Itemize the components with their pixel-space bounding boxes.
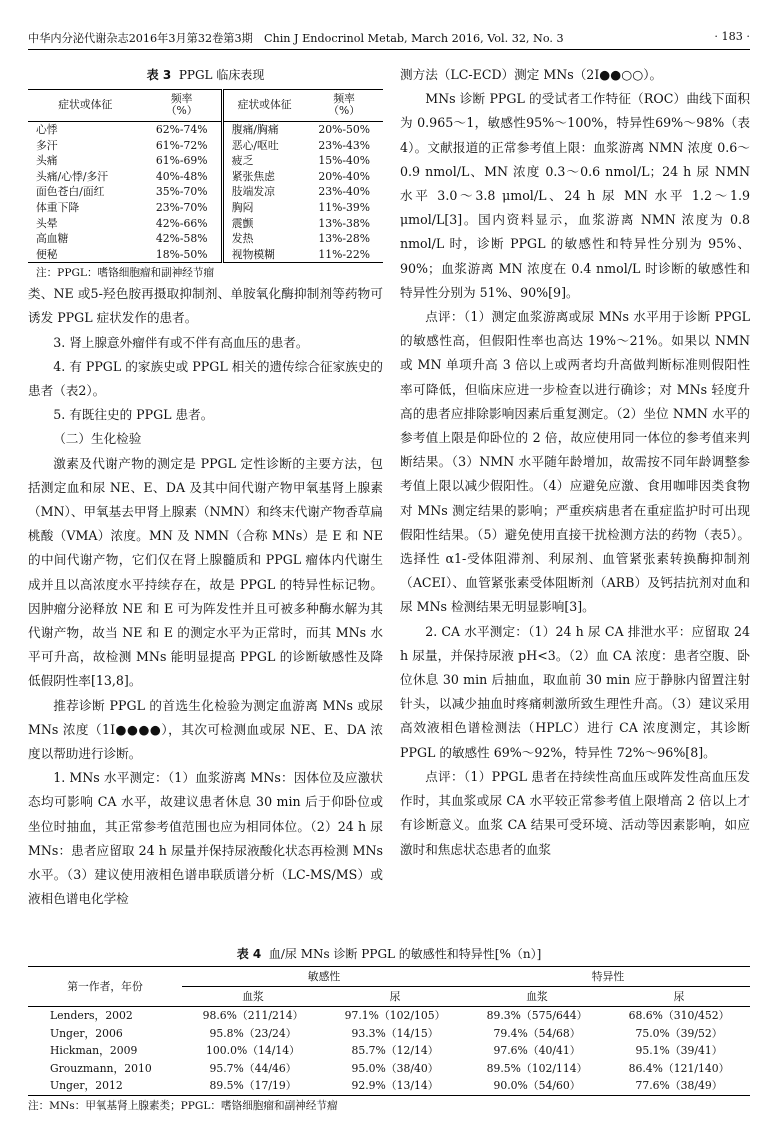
table4-row — [28, 1077, 750, 1095]
table4-value-cell: 97.1%（102/105） — [344, 1009, 446, 1023]
table3-frequency-cell: 13%-38% — [318, 216, 370, 230]
table3-frequency-cell: 62%-74% — [155, 123, 208, 137]
table3-symptom-cell: 体重下降 — [36, 201, 80, 215]
table3-frequency-cell: 20%-50% — [318, 123, 370, 137]
table4-author-cell: Unger，2012 — [50, 1079, 123, 1093]
table3-symptom-cell: 发热 — [222, 231, 305, 247]
paragraph: 点评：（1）PPGL 患者在持续性高血压或阵发性高血压发作时，其血浆或尿 CA 水平较正常参考值上限增高 2 倍以上才有诊断意义。血浆 CA 结果可受环境、活动等因素影响，如应激时和焦虑状态患者的血浆 — [400, 768, 750, 857]
right-column — [400, 63, 750, 862]
table4-row — [28, 1060, 750, 1078]
table4-value-cell: 90.0%（54/60） — [493, 1079, 581, 1093]
table4-value-cell: 68.6%（310/452） — [628, 1009, 730, 1023]
table3-frequency-cell: 42%-58% — [155, 232, 208, 246]
table3-frequency-cell: 61%-69% — [155, 154, 208, 168]
page-number: · 183 · — [714, 30, 750, 43]
table4-author-cell: Grouzmann，2010 — [50, 1061, 152, 1075]
table4-header-urine-2: 尿 — [608, 987, 750, 1007]
table3-frequency-cell: 35%-70% — [155, 185, 208, 199]
table4-value-cell: 95.8%（23/24） — [209, 1026, 297, 1040]
header-rule — [28, 49, 750, 50]
paragraph: 5. 有既往史的 PPGL 患者。 — [53, 407, 214, 423]
table4-header-plasma-2: 血浆 — [466, 987, 608, 1007]
table4-value-cell: 97.6%（40/41） — [493, 1044, 581, 1058]
table3-frequency-cell: 18%-50% — [155, 247, 208, 261]
table3-frequency-cell: 23%-40% — [318, 185, 370, 199]
paragraph: 类、NE 或5-羟色胺再摄取抑制剂、单胺氧化酶抑制剂等药物可诱发 PPGL 症状发作的患者。 — [28, 286, 383, 326]
table4-value-cell: 100.0%（14/14） — [206, 1044, 300, 1058]
table3-symptom-cell: 头晕 — [36, 216, 58, 230]
table4-author-cell: Unger，2006 — [50, 1026, 123, 1040]
paragraph: （二）生化检验 — [53, 431, 142, 447]
table3-row — [28, 184, 383, 200]
table4-row — [28, 1007, 750, 1025]
table4-value-cell: 95.1%（39/41） — [635, 1044, 723, 1058]
table4-value-cell: 98.6%（211/214） — [202, 1009, 304, 1023]
paragraph: 4. 有 PPGL 的家族史或 PPGL 相关的遗传综合征家族史的患者（表2）。 — [28, 358, 383, 398]
table3-header-symptom: 症状或体征 — [28, 90, 143, 122]
table3-row — [28, 215, 383, 231]
table4-value-cell: 89.5%（17/19） — [209, 1079, 297, 1093]
table3-number: 表 3 — [146, 68, 172, 82]
table4-header-author: 第一作者，年份 — [28, 967, 182, 1007]
table3-row — [28, 137, 383, 153]
table3-symptom-cell: 腹痛/胸痛 — [222, 121, 305, 137]
table3-frequency-cell: 20%-40% — [318, 169, 370, 183]
table3-row — [28, 200, 383, 216]
table4-header-urine: 尿 — [324, 987, 466, 1007]
table4-value-cell: 95.7%（44/46） — [209, 1061, 297, 1075]
table4-caption — [28, 945, 750, 962]
table4-value-cell: 93.3%（14/15） — [351, 1026, 439, 1040]
table4-value-cell: 92.9%（13/14） — [351, 1079, 439, 1093]
table3-frequency-cell: 11%-39% — [318, 201, 370, 215]
table3-symptom-cell: 视物模糊 — [222, 247, 305, 263]
table4-row — [28, 1042, 750, 1060]
table4-note: 注：MNs：甲氧基肾上腺素类；PPGL：嗜铬细胞瘤和副神经节瘤 — [28, 1099, 338, 1112]
table4-value-cell: 79.4%（54/68） — [493, 1026, 581, 1040]
table4-header-plasma: 血浆 — [182, 987, 324, 1007]
table4-title: 血/尿 MNs 诊断 PPGL 的敏感性和特异性[%（n）] — [268, 947, 542, 961]
table3-symptom-cell: 震颤 — [222, 215, 305, 231]
table4-author-cell: Lenders，2002 — [50, 1009, 133, 1023]
table3-row — [28, 169, 383, 185]
table3-symptom-cell: 多汗 — [36, 138, 58, 152]
table3-row — [28, 231, 383, 247]
table4-value-cell: 75.0%（39/52） — [635, 1026, 723, 1040]
table3-symptom-cell: 紧张焦虑 — [222, 169, 305, 185]
table3-symptom-cell: 便秘 — [36, 247, 58, 261]
table3-frequency-cell: 15%-40% — [318, 154, 370, 168]
table3-row — [28, 121, 383, 137]
table3-symptom-cell: 胸闷 — [222, 200, 305, 216]
table4-number: 表 4 — [236, 947, 262, 961]
table3-symptom-cell: 疲乏 — [222, 153, 305, 169]
table4-value-cell: 86.4%（121/140） — [628, 1061, 730, 1075]
table3-title: PPGL 临床表现 — [178, 68, 265, 82]
table3 — [28, 89, 383, 263]
table3-symptom-cell: 头痛 — [36, 154, 58, 168]
table3-header-symptom-2: 症状或体征 — [222, 90, 305, 122]
table3-header-freq: 频率 （%） — [143, 90, 223, 122]
table3-symptom-cell: 肢端发凉 — [222, 184, 305, 200]
running-header — [28, 30, 750, 48]
table4-author-cell: Hickman，2009 — [50, 1044, 138, 1058]
table3-body — [28, 121, 383, 262]
paragraph: 3. 肾上腺意外瘤伴有或不伴有高血压的患者。 — [53, 334, 309, 350]
table3-frequency-cell: 61%-72% — [155, 138, 208, 152]
table3-frequency-cell: 13%-28% — [318, 232, 370, 246]
left-body-text — [28, 282, 383, 911]
table4-block — [28, 945, 750, 1113]
paragraph: 2. CA 水平测定：（1）24 h 尿 CA 排泄水平：应留取 24 h 尿量，并保持尿液 pH<3。（2）血 CA 浓度：患者空腹、卧位休息 30 min 后抽血，取血前 30 min 应于静脉内留置注射针头，以减少抽血时疼痛刺激所致生理性升高。（3）建议采用高效液相色谱检测法（HPLC）进行 CA 浓度测定，其诊断 PPGL 的敏感性 69%～92%，特异性 72%～96%[8]。 — [400, 623, 750, 760]
table3-symptom-cell: 恶心/呕吐 — [222, 137, 305, 153]
table3-symptom-cell: 头痛/心悸/多汗 — [36, 169, 109, 183]
paragraph: MNs 诊断 PPGL 的受试者工作特征（ROC）曲线下面积为 0.965～1，敏感性95%～100%，特异性69%～98%（表4）。文献报道的正常参考值上限：血浆游离 NMN 浓度 0.6～0.9 nmol/L、MN 浓度 0.3～0.6 nmol/L；24 h 尿 NMN 水平 3.0～3.8 μmol/L、24 h 尿 MN 水平 1.2～1.9 μmol/L[3]。国内资料显示，血浆游离 NMN 浓度为 0.8 nmol/L 时，诊断 PPGL 的敏感性和特异性分别为 95%、90%；血浆游离 MN 浓度在 0.4 nmol/L 时诊断的敏感性和特异性分别为 51%、90%[9]。 — [400, 91, 750, 300]
table3-note: 注：PPGL：嗜铬细胞瘤和副神经节瘤 — [36, 267, 215, 280]
table4-value-cell: 89.3%（575/644） — [486, 1009, 588, 1023]
table3-symptom-cell: 高血糖 — [36, 232, 69, 246]
table4-value-cell: 85.7%（12/14） — [351, 1044, 439, 1058]
table3-frequency-cell: 40%-48% — [155, 169, 208, 183]
table4 — [28, 966, 750, 1096]
paragraph: 推荐诊断 PPGL 的首选生化检验为测定血游离 MNs 或尿 MNs 浓度（1I●●●●），其次可检测血或尿 NE、E、DA 浓度以帮助进行诊断。 — [28, 697, 383, 762]
table3-frequency-cell: 11%-22% — [318, 247, 370, 261]
table4-value-cell: 89.5%（102/114） — [486, 1061, 588, 1075]
table4-value-cell: 95.0%（38/40） — [351, 1061, 439, 1075]
right-body-text — [400, 63, 750, 862]
table3-caption — [28, 66, 383, 83]
table3-row — [28, 153, 383, 169]
table3-symptom-cell: 面色苍白/面红 — [36, 185, 105, 199]
paragraph: 1. MNs 水平测定：（1）血浆游离 MNs：因体位及应激状态均可影响 CA 水平，故建议患者休息 30 min 后于仰卧位或坐位时抽血，其正常参考值范围也应为相同体位。（2）24 h 尿 MNs：患者应留取 24 h 尿量并保持尿液酸化状态再检测 MNs 水平。（3）建议使用液相色谱串联质谱分析（LC-MS/MS）或液相色谱电化学检 — [28, 770, 383, 907]
left-column — [28, 60, 383, 911]
table3-row — [28, 247, 383, 263]
table3-frequency-cell: 42%-66% — [155, 216, 208, 230]
table3-frequency-cell: 23%-70% — [155, 201, 208, 215]
table4-row — [28, 1025, 750, 1043]
paragraph: 激素及代谢产物的测定是 PPGL 定性诊断的主要方法，包括测定血和尿 NE、E、DA 及其中间代谢产物甲氧基肾上腺素（MN）、甲氧基去甲肾上腺素（NMN）和终末代谢产物香草扁桃酸（VMA）浓度。MN 及 NMN（合称 MNs）是 E 和 NE 的中间代谢产物，它们仅在肾上腺髓质和 PPGL 瘤体内代谢生成并且以高浓度水平持续存在，故是 PPGL 的特异性标记物。因肿瘤分泌释放 NE 和 E 可为阵发性并且可被多种酶水解为其代谢产物，故当 NE 和 E 的测定水平为正常时，而其 MNs 水平可升高，故检测 MNs 能明显提高 PPGL 的诊断敏感性及降低假阴性率[13,8]。 — [28, 455, 383, 689]
table3-symptom-cell: 心悸 — [36, 123, 58, 137]
table4-body — [28, 1007, 750, 1096]
table4-value-cell: 77.6%（38/49） — [635, 1079, 723, 1093]
journal-citation: 中华内分泌代谢杂志2016年3月第32卷第3期 Chin J Endocrinol Metab, March 2016, Vol. 32, No. 3 — [28, 32, 564, 45]
table4-header-sensitivity: 敏感性 — [182, 967, 466, 987]
table3-frequency-cell: 23%-43% — [318, 138, 370, 152]
table4-header-specificity: 特异性 — [466, 967, 750, 987]
paragraph: 点评：（1）测定血浆游离或尿 MNs 水平用于诊断 PPGL 的敏感性高，但假阳性率也高达 19%～21%。如果以 NMN 或 MN 单项升高 3 倍以上或两者均升高做判断标准则假阳性率可降低，但临床应进一步检查以进行确诊；对 MNs 轻度升高的患者应排除影响因素后重复测定。（2）坐位 NMN 水平的参考值上限是仰卧位的 2 倍，故应使用同一体位的参考值来判断结果。（3）NMN 水平随年龄增加，故需按不同年龄调整参考值上限以减少假阳性。（4）应避免应激、食用咖啡因类食物对 MNs 测定结果的影响；严重疾病患者在重症监护时可出现假阳性结果。（5）避免使用直接干扰检测方法的药物（表5）。选择性 α1-受体阻滞剂、利尿剂、血管紧张素转换酶抑制剂（ACEI）、血管紧张素受体阻断剂（ARB）及钙拮抗剂对血和尿 MNs 检测结果无明显影响[3]。 — [400, 309, 750, 615]
paragraph: 测方法（LC-ECD）测定 MNs（2I●●○○）。 — [400, 67, 663, 82]
table3-header-freq-2: 频率 （%） — [305, 90, 383, 122]
